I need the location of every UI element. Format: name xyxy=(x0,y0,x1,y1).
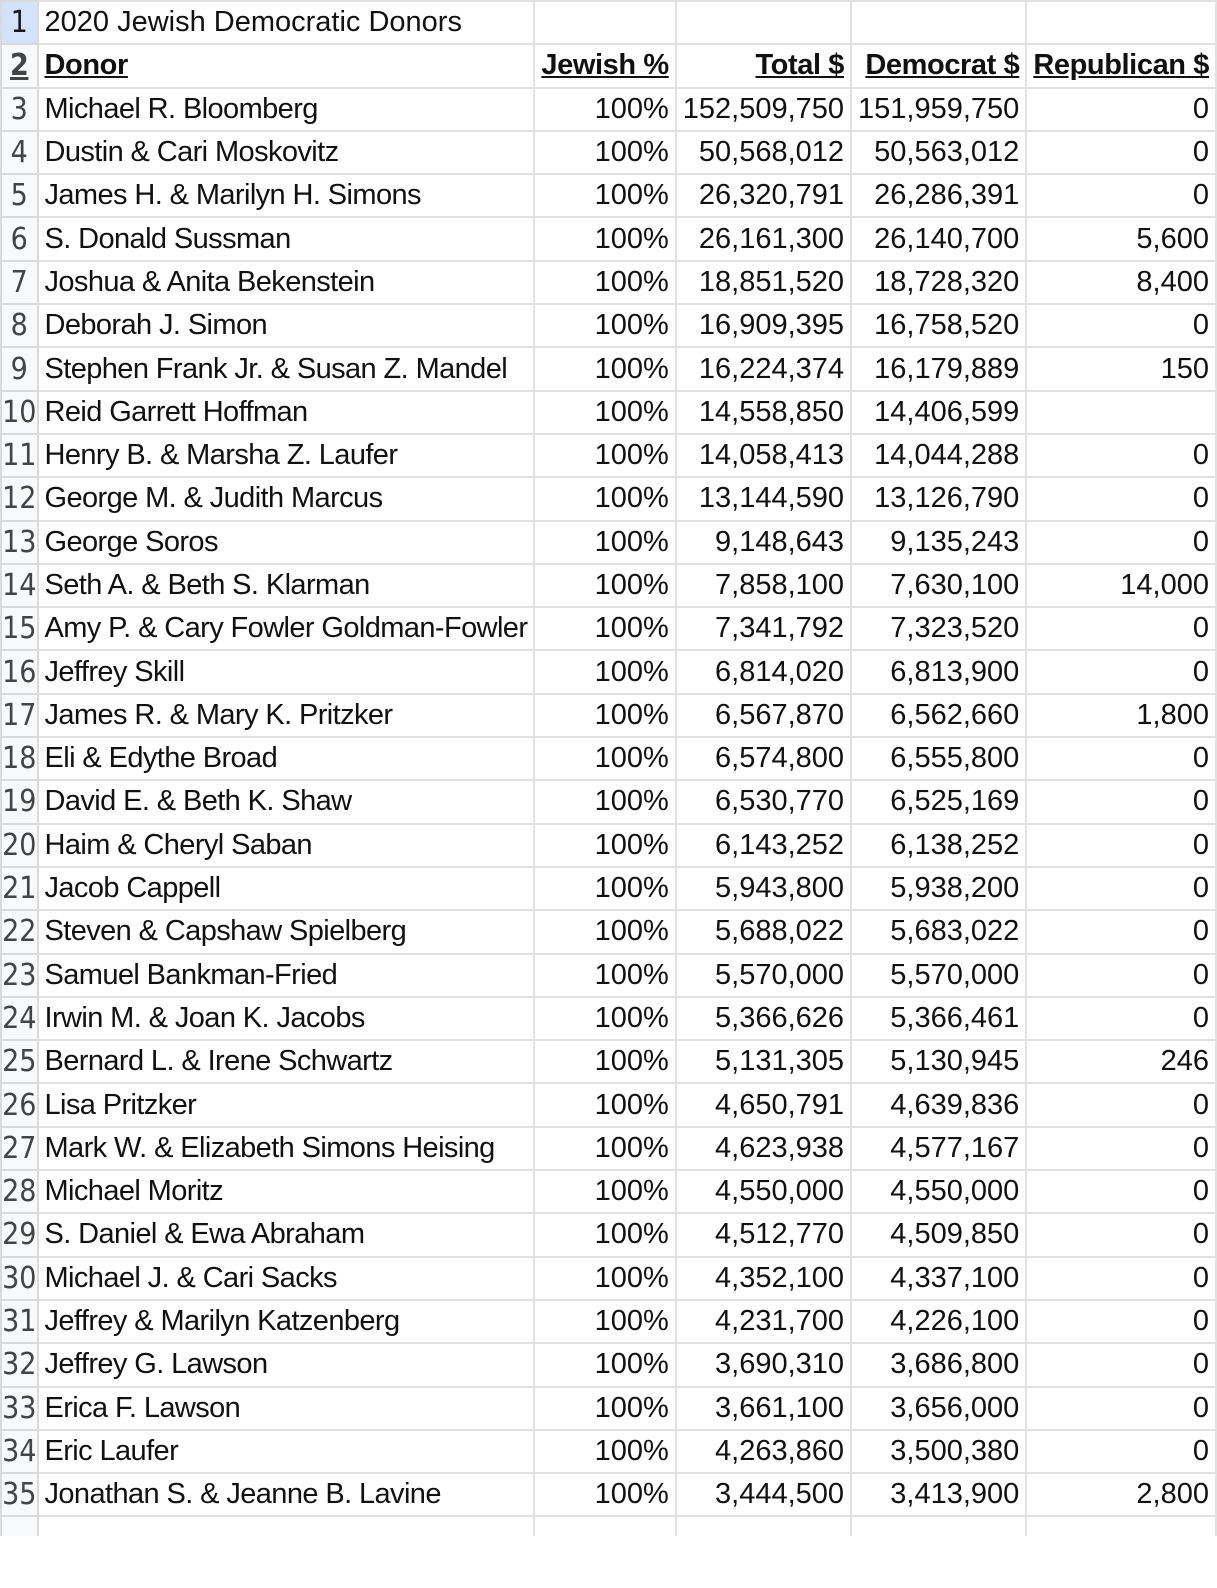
democrat-cell[interactable]: 3,500,380 xyxy=(851,1430,1026,1473)
row-header[interactable]: 8 xyxy=(1,304,38,347)
table-row xyxy=(1,737,1216,780)
donor-cell[interactable]: Stephen Frank Jr. & Susan Z. Mandel xyxy=(38,347,535,390)
row-header[interactable]: 4 xyxy=(1,131,38,174)
table-row xyxy=(1,1300,1216,1343)
jewish-pct-cell[interactable]: 100% xyxy=(534,1213,675,1256)
democrat-cell[interactable]: 151,959,750 xyxy=(851,88,1026,131)
republican-cell[interactable]: 0 xyxy=(1026,1213,1216,1256)
democrat-cell[interactable]: 7,630,100 xyxy=(851,564,1026,607)
table-row-partial xyxy=(1,1516,1216,1536)
table-row xyxy=(1,650,1216,693)
total-cell[interactable]: 5,366,626 xyxy=(676,997,851,1040)
democrat-cell[interactable]: 50,563,012 xyxy=(851,131,1026,174)
column-header[interactable]: Republican $ xyxy=(1026,44,1216,87)
row-header[interactable]: 7 xyxy=(1,261,38,304)
republican-cell[interactable]: 0 xyxy=(1026,650,1216,693)
total-cell[interactable]: 6,574,800 xyxy=(676,737,851,780)
row-header[interactable]: 35 xyxy=(1,1473,38,1516)
democrat-cell[interactable]: 6,138,252 xyxy=(851,824,1026,867)
jewish-pct-cell[interactable]: 100% xyxy=(534,1473,675,1516)
total-cell[interactable]: 3,690,310 xyxy=(676,1343,851,1386)
democrat-cell[interactable]: 4,577,167 xyxy=(851,1127,1026,1170)
row-header[interactable]: 15 xyxy=(1,607,38,650)
democrat-cell[interactable]: 5,130,945 xyxy=(851,1040,1026,1083)
row-header[interactable]: 27 xyxy=(1,1127,38,1170)
jewish-pct-cell[interactable]: 100% xyxy=(534,1430,675,1473)
total-cell[interactable]: 152,509,750 xyxy=(676,88,851,131)
empty-cell[interactable] xyxy=(676,1516,851,1536)
table-row xyxy=(1,954,1216,997)
jewish-pct-cell[interactable]: 100% xyxy=(534,694,675,737)
republican-cell[interactable]: 14,000 xyxy=(1026,564,1216,607)
table-row xyxy=(1,867,1216,910)
democrat-cell[interactable]: 26,286,391 xyxy=(851,174,1026,217)
jewish-pct-cell[interactable]: 100% xyxy=(534,737,675,780)
total-cell[interactable]: 5,943,800 xyxy=(676,867,851,910)
total-cell[interactable]: 18,851,520 xyxy=(676,261,851,304)
table-row xyxy=(1,391,1216,434)
row-header[interactable]: 12 xyxy=(1,477,38,520)
table-row xyxy=(1,1127,1216,1170)
jewish-pct-cell[interactable]: 100% xyxy=(534,1343,675,1386)
row-header[interactable]: 29 xyxy=(1,1213,38,1256)
row-header[interactable]: 18 xyxy=(1,737,38,780)
republican-cell[interactable]: 0 xyxy=(1026,304,1216,347)
republican-cell[interactable]: 0 xyxy=(1026,910,1216,953)
jewish-pct-cell[interactable]: 100% xyxy=(534,1127,675,1170)
total-cell[interactable]: 4,231,700 xyxy=(676,1300,851,1343)
democrat-cell[interactable]: 5,570,000 xyxy=(851,954,1026,997)
republican-cell[interactable]: 0 xyxy=(1026,477,1216,520)
total-cell[interactable]: 3,661,100 xyxy=(676,1387,851,1430)
table-row xyxy=(1,1170,1216,1213)
empty-cell[interactable] xyxy=(534,1,675,44)
republican-cell[interactable]: 0 xyxy=(1026,1387,1216,1430)
jewish-pct-cell[interactable]: 100% xyxy=(534,88,675,131)
row-header[interactable]: 2 xyxy=(1,44,38,87)
republican-cell[interactable]: 0 xyxy=(1026,780,1216,823)
row-header[interactable]: 3 xyxy=(1,88,38,131)
table-row xyxy=(1,304,1216,347)
republican-cell[interactable]: 0 xyxy=(1026,824,1216,867)
total-cell[interactable]: 6,530,770 xyxy=(676,780,851,823)
democrat-cell[interactable]: 16,758,520 xyxy=(851,304,1026,347)
donor-cell[interactable]: Jonathan S. & Jeanne B. Lavine xyxy=(38,1473,535,1516)
row-header[interactable]: 30 xyxy=(1,1257,38,1300)
republican-cell[interactable]: 0 xyxy=(1026,88,1216,131)
total-cell[interactable]: 5,688,022 xyxy=(676,910,851,953)
donor-cell[interactable]: S. Daniel & Ewa Abraham xyxy=(38,1213,535,1256)
row-header[interactable]: 17 xyxy=(1,694,38,737)
republican-cell[interactable]: 0 xyxy=(1026,954,1216,997)
total-cell[interactable]: 4,512,770 xyxy=(676,1213,851,1256)
table-row xyxy=(1,347,1216,390)
democrat-cell[interactable]: 3,686,800 xyxy=(851,1343,1026,1386)
donor-cell[interactable]: Michael J. & Cari Sacks xyxy=(38,1257,535,1300)
row-header[interactable]: 13 xyxy=(1,521,38,564)
row-header[interactable]: 10 xyxy=(1,391,38,434)
row-header[interactable]: 9 xyxy=(1,347,38,390)
total-cell[interactable]: 5,570,000 xyxy=(676,954,851,997)
democrat-cell[interactable]: 6,555,800 xyxy=(851,737,1026,780)
table-row xyxy=(1,217,1216,260)
table-row xyxy=(1,1040,1216,1083)
donor-cell[interactable]: Jeffrey Skill xyxy=(38,650,535,693)
democrat-cell[interactable]: 4,226,100 xyxy=(851,1300,1026,1343)
total-cell[interactable]: 7,858,100 xyxy=(676,564,851,607)
republican-cell[interactable]: 0 xyxy=(1026,1343,1216,1386)
header-row xyxy=(1,44,1216,87)
democrat-cell[interactable]: 3,413,900 xyxy=(851,1473,1026,1516)
donor-cell[interactable]: Samuel Bankman-Fried xyxy=(38,954,535,997)
donor-cell[interactable]: Michael Moritz xyxy=(38,1170,535,1213)
donor-cell[interactable]: Erica F. Lawson xyxy=(38,1387,535,1430)
jewish-pct-cell[interactable]: 100% xyxy=(534,1170,675,1213)
republican-cell[interactable]: 0 xyxy=(1026,131,1216,174)
democrat-cell[interactable]: 5,683,022 xyxy=(851,910,1026,953)
donor-cell[interactable]: Mark W. & Elizabeth Simons Heising xyxy=(38,1127,535,1170)
jewish-pct-cell[interactable]: 100% xyxy=(534,1300,675,1343)
title-row xyxy=(1,1,1216,44)
republican-cell[interactable]: 0 xyxy=(1026,1430,1216,1473)
total-cell[interactable]: 4,650,791 xyxy=(676,1083,851,1126)
donor-cell[interactable]: Haim & Cheryl Saban xyxy=(38,824,535,867)
row-header[interactable]: 23 xyxy=(1,954,38,997)
row-header[interactable]: 1 xyxy=(1,1,38,44)
row-header[interactable]: 24 xyxy=(1,997,38,1040)
donor-cell[interactable]: George Soros xyxy=(38,521,535,564)
republican-cell[interactable]: 8,400 xyxy=(1026,261,1216,304)
donor-cell[interactable]: Jacob Cappell xyxy=(38,867,535,910)
donor-cell[interactable]: James R. & Mary K. Pritzker xyxy=(38,694,535,737)
democrat-cell[interactable]: 5,938,200 xyxy=(851,867,1026,910)
row-header[interactable]: 25 xyxy=(1,1040,38,1083)
donor-cell[interactable]: Amy P. & Cary Fowler Goldman-Fowler xyxy=(38,607,535,650)
jewish-pct-cell[interactable]: 100% xyxy=(534,607,675,650)
republican-cell[interactable]: 0 xyxy=(1026,1257,1216,1300)
total-cell[interactable]: 50,568,012 xyxy=(676,131,851,174)
row-header[interactable] xyxy=(1,1516,38,1536)
democrat-cell[interactable]: 4,337,100 xyxy=(851,1257,1026,1300)
table-row xyxy=(1,1473,1216,1516)
jewish-pct-cell[interactable]: 100% xyxy=(534,867,675,910)
row-header[interactable]: 16 xyxy=(1,650,38,693)
table-row xyxy=(1,1430,1216,1473)
total-cell[interactable]: 6,143,252 xyxy=(676,824,851,867)
total-cell[interactable]: 14,058,413 xyxy=(676,434,851,477)
democrat-cell[interactable]: 9,135,243 xyxy=(851,521,1026,564)
donor-cell[interactable]: Reid Garrett Hoffman xyxy=(38,391,535,434)
column-header[interactable]: Jewish % xyxy=(534,44,675,87)
column-header[interactable]: Democrat $ xyxy=(851,44,1026,87)
democrat-cell[interactable]: 3,656,000 xyxy=(851,1387,1026,1430)
table-row xyxy=(1,780,1216,823)
total-cell[interactable]: 16,224,374 xyxy=(676,347,851,390)
total-cell[interactable]: 6,567,870 xyxy=(676,694,851,737)
donor-cell[interactable]: Eli & Edythe Broad xyxy=(38,737,535,780)
table-row xyxy=(1,1343,1216,1386)
donor-cell[interactable]: David E. & Beth K. Shaw xyxy=(38,780,535,823)
donor-cell[interactable]: Irwin M. & Joan K. Jacobs xyxy=(38,997,535,1040)
total-cell[interactable]: 9,148,643 xyxy=(676,521,851,564)
republican-cell[interactable]: 0 xyxy=(1026,521,1216,564)
democrat-cell[interactable]: 18,728,320 xyxy=(851,261,1026,304)
jewish-pct-cell[interactable]: 100% xyxy=(534,1083,675,1126)
total-cell[interactable]: 4,263,860 xyxy=(676,1430,851,1473)
table-row xyxy=(1,477,1216,520)
donor-cell[interactable]: Henry B. & Marsha Z. Laufer xyxy=(38,434,535,477)
total-cell[interactable]: 26,320,791 xyxy=(676,174,851,217)
democrat-cell[interactable]: 4,509,850 xyxy=(851,1213,1026,1256)
republican-cell[interactable]: 2,800 xyxy=(1026,1473,1216,1516)
total-cell[interactable]: 3,444,500 xyxy=(676,1473,851,1516)
jewish-pct-cell[interactable]: 100% xyxy=(534,954,675,997)
republican-cell[interactable]: 0 xyxy=(1026,867,1216,910)
democrat-cell[interactable]: 6,813,900 xyxy=(851,650,1026,693)
donor-cell[interactable]: Bernard L. & Irene Schwartz xyxy=(38,1040,535,1083)
democrat-cell[interactable]: 14,406,599 xyxy=(851,391,1026,434)
total-cell[interactable]: 7,341,792 xyxy=(676,607,851,650)
table-row xyxy=(1,564,1216,607)
democrat-cell[interactable]: 7,323,520 xyxy=(851,607,1026,650)
donor-cell[interactable]: Michael R. Bloomberg xyxy=(38,88,535,131)
republican-cell[interactable]: 0 xyxy=(1026,174,1216,217)
empty-cell[interactable] xyxy=(1026,1516,1216,1536)
row-header[interactable]: 5 xyxy=(1,174,38,217)
table-row xyxy=(1,434,1216,477)
republican-cell[interactable]: 0 xyxy=(1026,737,1216,780)
donor-cell[interactable]: George M. & Judith Marcus xyxy=(38,477,535,520)
row-header[interactable]: 21 xyxy=(1,867,38,910)
table-row xyxy=(1,1387,1216,1430)
jewish-pct-cell[interactable]: 100% xyxy=(534,477,675,520)
sheet-title-cell[interactable]: 2020 Jewish Democratic Donors xyxy=(38,1,535,44)
table-row xyxy=(1,131,1216,174)
jewish-pct-cell[interactable]: 100% xyxy=(534,217,675,260)
total-cell[interactable]: 4,352,100 xyxy=(676,1257,851,1300)
republican-cell[interactable]: 246 xyxy=(1026,1040,1216,1083)
republican-cell[interactable]: 0 xyxy=(1026,1083,1216,1126)
republican-cell[interactable]: 0 xyxy=(1026,1300,1216,1343)
republican-cell[interactable]: 0 xyxy=(1026,997,1216,1040)
donor-cell[interactable]: Eric Laufer xyxy=(38,1430,535,1473)
jewish-pct-cell[interactable]: 100% xyxy=(534,521,675,564)
republican-cell[interactable]: 0 xyxy=(1026,1170,1216,1213)
row-header[interactable]: 22 xyxy=(1,910,38,953)
democrat-cell[interactable]: 5,366,461 xyxy=(851,997,1026,1040)
jewish-pct-cell[interactable]: 100% xyxy=(534,261,675,304)
democrat-cell[interactable]: 6,562,660 xyxy=(851,694,1026,737)
row-header[interactable]: 28 xyxy=(1,1170,38,1213)
jewish-pct-cell[interactable]: 100% xyxy=(534,174,675,217)
republican-cell[interactable]: 5,600 xyxy=(1026,217,1216,260)
row-header[interactable]: 20 xyxy=(1,824,38,867)
jewish-pct-cell[interactable]: 100% xyxy=(534,910,675,953)
empty-cell[interactable] xyxy=(851,1516,1026,1536)
donor-cell[interactable]: Seth A. & Beth S. Klarman xyxy=(38,564,535,607)
table-row xyxy=(1,910,1216,953)
democrat-cell[interactable]: 13,126,790 xyxy=(851,477,1026,520)
total-cell[interactable]: 16,909,395 xyxy=(676,304,851,347)
jewish-pct-cell[interactable]: 100% xyxy=(534,131,675,174)
republican-cell[interactable]: 0 xyxy=(1026,607,1216,650)
table-row xyxy=(1,521,1216,564)
jewish-pct-cell[interactable]: 100% xyxy=(534,1040,675,1083)
jewish-pct-cell[interactable]: 100% xyxy=(534,434,675,477)
row-header[interactable]: 33 xyxy=(1,1387,38,1430)
jewish-pct-cell[interactable]: 100% xyxy=(534,997,675,1040)
donor-cell[interactable]: Jeffrey & Marilyn Katzenberg xyxy=(38,1300,535,1343)
donor-cell[interactable]: Jeffrey G. Lawson xyxy=(38,1343,535,1386)
donor-cell[interactable]: James H. & Marilyn H. Simons xyxy=(38,174,535,217)
donor-cell[interactable]: Steven & Capshaw Spielberg xyxy=(38,910,535,953)
democrat-cell[interactable]: 6,525,169 xyxy=(851,780,1026,823)
row-header[interactable]: 26 xyxy=(1,1083,38,1126)
table-row xyxy=(1,261,1216,304)
jewish-pct-cell[interactable]: 100% xyxy=(534,564,675,607)
column-header[interactable]: Donor xyxy=(38,44,535,87)
row-header[interactable]: 31 xyxy=(1,1300,38,1343)
table-row xyxy=(1,694,1216,737)
donor-cell[interactable]: Joshua & Anita Bekenstein xyxy=(38,261,535,304)
row-header[interactable]: 34 xyxy=(1,1430,38,1473)
democrat-cell[interactable]: 14,044,288 xyxy=(851,434,1026,477)
empty-cell[interactable] xyxy=(38,1516,535,1536)
donor-cell[interactable]: Deborah J. Simon xyxy=(38,304,535,347)
empty-cell[interactable] xyxy=(1026,1,1216,44)
donor-cell[interactable]: Lisa Pritzker xyxy=(38,1083,535,1126)
column-header[interactable]: Total $ xyxy=(676,44,851,87)
donor-cell[interactable]: S. Donald Sussman xyxy=(38,217,535,260)
jewish-pct-cell[interactable]: 100% xyxy=(534,304,675,347)
democrat-cell[interactable]: 26,140,700 xyxy=(851,217,1026,260)
total-cell[interactable]: 14,558,850 xyxy=(676,391,851,434)
table-row xyxy=(1,88,1216,131)
empty-cell[interactable] xyxy=(851,1,1026,44)
table-row xyxy=(1,997,1216,1040)
total-cell[interactable]: 6,814,020 xyxy=(676,650,851,693)
donor-cell[interactable]: Dustin & Cari Moskovitz xyxy=(38,131,535,174)
jewish-pct-cell[interactable]: 100% xyxy=(534,650,675,693)
jewish-pct-cell[interactable]: 100% xyxy=(534,824,675,867)
republican-cell[interactable] xyxy=(1026,391,1216,434)
table-row xyxy=(1,824,1216,867)
empty-cell[interactable] xyxy=(676,1,851,44)
table-row xyxy=(1,1083,1216,1126)
table-row xyxy=(1,1257,1216,1300)
total-cell[interactable]: 13,144,590 xyxy=(676,477,851,520)
democrat-cell[interactable]: 4,639,836 xyxy=(851,1083,1026,1126)
row-header[interactable]: 14 xyxy=(1,564,38,607)
republican-cell[interactable]: 0 xyxy=(1026,1127,1216,1170)
total-cell[interactable]: 5,131,305 xyxy=(676,1040,851,1083)
jewish-pct-cell[interactable]: 100% xyxy=(534,1387,675,1430)
democrat-cell[interactable]: 16,179,889 xyxy=(851,347,1026,390)
row-header[interactable]: 19 xyxy=(1,780,38,823)
table-row xyxy=(1,1213,1216,1256)
jewish-pct-cell[interactable]: 100% xyxy=(534,780,675,823)
republican-cell[interactable]: 1,800 xyxy=(1026,694,1216,737)
total-cell[interactable]: 4,550,000 xyxy=(676,1170,851,1213)
republican-cell[interactable]: 0 xyxy=(1026,434,1216,477)
table-row xyxy=(1,607,1216,650)
total-cell[interactable]: 4,623,938 xyxy=(676,1127,851,1170)
empty-cell[interactable] xyxy=(534,1516,675,1536)
democrat-cell[interactable]: 4,550,000 xyxy=(851,1170,1026,1213)
row-header[interactable]: 11 xyxy=(1,434,38,477)
jewish-pct-cell[interactable]: 100% xyxy=(534,1257,675,1300)
jewish-pct-cell[interactable]: 100% xyxy=(534,347,675,390)
row-header[interactable]: 32 xyxy=(1,1343,38,1386)
republican-cell[interactable]: 150 xyxy=(1026,347,1216,390)
table-row xyxy=(1,174,1216,217)
row-header[interactable]: 6 xyxy=(1,217,38,260)
jewish-pct-cell[interactable]: 100% xyxy=(534,391,675,434)
total-cell[interactable]: 26,161,300 xyxy=(676,217,851,260)
